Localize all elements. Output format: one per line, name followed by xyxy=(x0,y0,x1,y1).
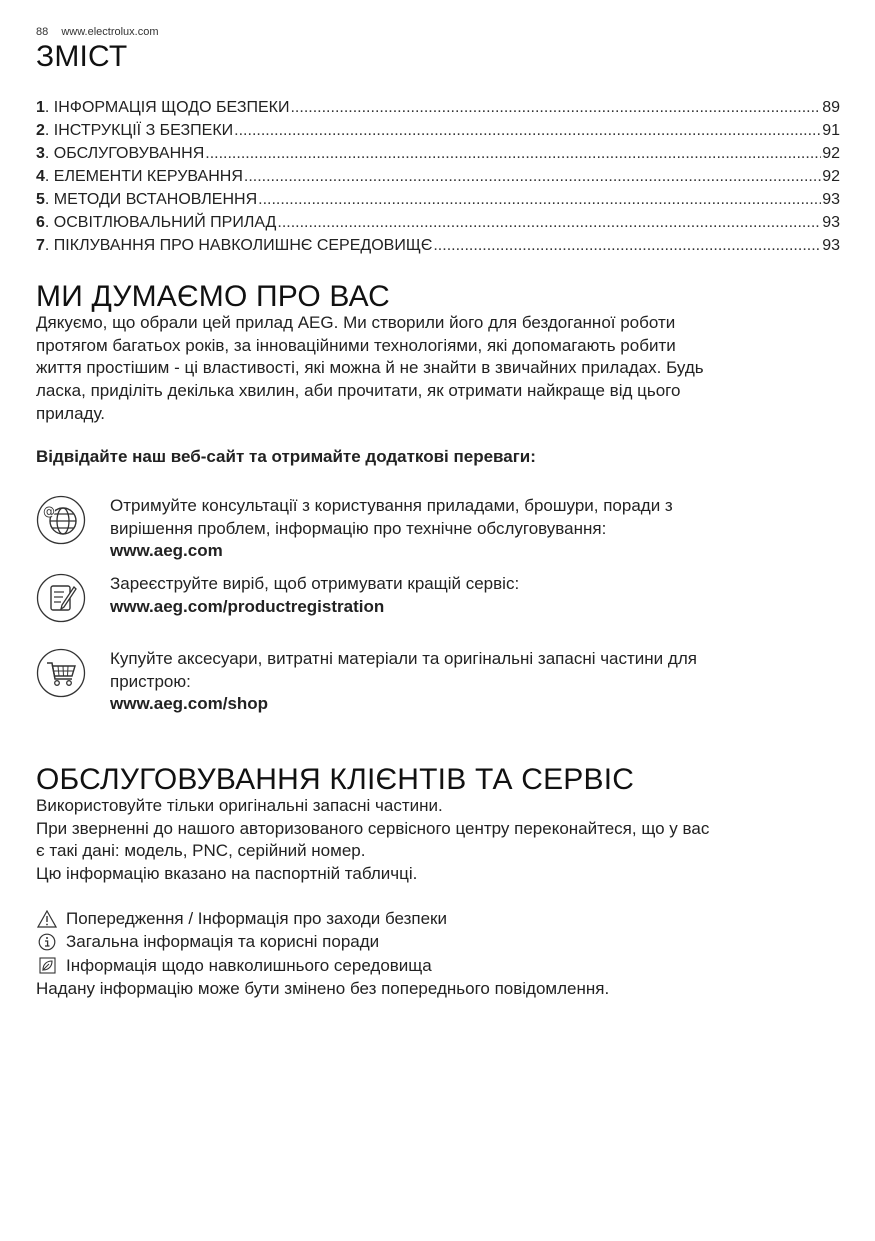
shop-link[interactable]: www.aeg.com/shop xyxy=(110,694,269,714)
aeg-website-link[interactable]: www.aeg.com xyxy=(110,541,223,561)
visit-heading: Відвідайте наш веб-сайт та отримайте додаткові переваги: xyxy=(36,447,536,466)
service-text: Використовуйте тільки оригінальні запасні частини. При зверненні до нашого авторизованого сервісного центру переконайтеся, що у вас є такі дані: модель, PNC, серійний номер. Цю інформацію вказано на паспортній табличці. xyxy=(36,796,710,884)
legend-item-warning: Попередження / Інформація про заходи безпеки xyxy=(36,907,609,930)
toc-item[interactable]: 7 . ПІКЛУВАННЯ ПРО НАВКОЛИШНЄ СЕРЕДОВИЩЄ ..... 93 xyxy=(36,234,840,257)
site-url[interactable]: www.electrolux.com xyxy=(61,26,159,38)
info-icon xyxy=(36,932,58,952)
symbol-legend xyxy=(36,907,609,1000)
toc-item[interactable]: 5 . МЕТОДИ ВСТАНОВЛЕННЯ ..... 93 xyxy=(36,188,840,211)
globe-icon xyxy=(36,495,86,545)
table-of-contents xyxy=(36,96,840,257)
leaf-icon xyxy=(36,955,58,975)
legend-item-environment: Інформація щодо навколишнього середовища xyxy=(36,954,609,977)
toc-item[interactable]: 6 . ОСВІТЛЮВАЛЬНИЙ ПРИЛАД ..... 93 xyxy=(36,211,840,234)
product-registration-link[interactable]: www.aeg.com/productregistration xyxy=(110,596,385,616)
legend-item-info: Загальна інформація та корисні поради xyxy=(36,930,609,953)
toc-item[interactable]: 3 . ОБСЛУГОВУВАННЯ ..... 92 xyxy=(36,142,840,165)
toc-item[interactable]: 4 . ЕЛЕМЕНТИ КЕРУВАННЯ ..... 92 xyxy=(36,165,840,188)
toc-item[interactable]: 2 . ІНСТРУКЦІЇ З БЕЗПЕКИ ..... 91 xyxy=(36,119,840,142)
service-title: ОБСЛУГОВУВАННЯ КЛІЄНТІВ ТА СЕРВІС xyxy=(36,763,635,796)
warning-icon xyxy=(36,909,58,929)
page-header xyxy=(36,26,159,38)
svg-text:@: @ xyxy=(43,504,55,519)
toc-item[interactable]: 1 . ІНФОРМАЦІЯ ЩОДО БЕЗПЕКИ ..... 89 xyxy=(36,96,840,119)
shopping-cart-icon xyxy=(36,648,86,698)
about-title: МИ ДУМАЄМО ПРО ВАС xyxy=(36,280,391,313)
change-notice: Надану інформацію може бути змінено без попереднього повідомлення. xyxy=(36,978,610,998)
page-number: 88 xyxy=(36,26,49,38)
about-text: Дякуємо, що обрали цей прилад AEG. Ми створили його для бездоганної роботи протягом багатьох років, за інноваційними технологіями, які допомагають робити життя простішим - ці властивості, які можна й не знайти в звичайних приладах. Будь ласка, приділіть декілька хвилин, аби прочитати, як отримати найкраще від цього приладу. xyxy=(36,313,704,423)
registration-icon xyxy=(36,573,86,623)
toc-title: ЗМІСТ xyxy=(36,40,128,73)
